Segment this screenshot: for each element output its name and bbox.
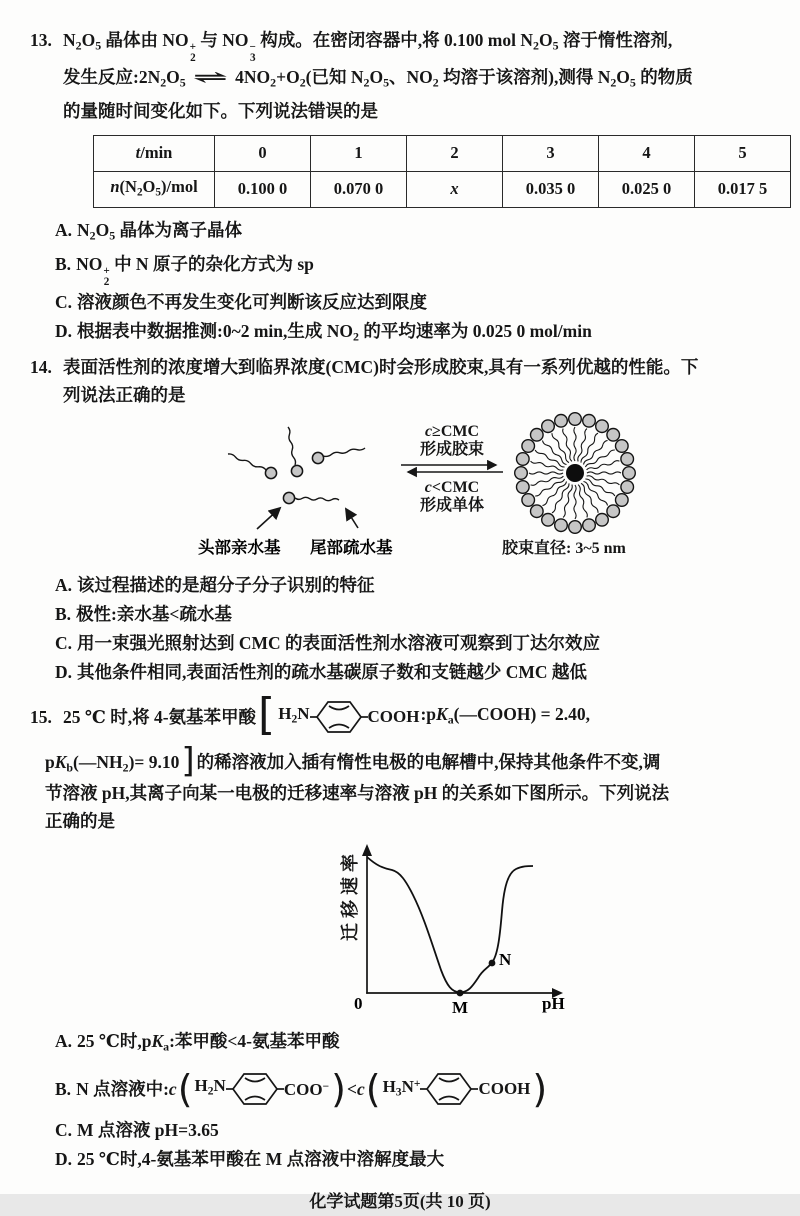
condition-above-2: 形成胶束 — [419, 440, 484, 458]
question-number: 15. — [30, 707, 52, 728]
micelle-tail — [574, 427, 576, 461]
tail-pointer-arrow — [346, 509, 358, 528]
condition-below-1: c<CMC — [424, 479, 480, 497]
micelle-bead — [517, 453, 530, 466]
micelle-bead — [596, 420, 609, 433]
option-b: B. N 点溶液中:c ( $H_2N$ COO− ) <c ( $H_3N^+$ COOH ) — [55, 1066, 548, 1111]
table-header-cell: $n(N_2O_5)$/mol — [94, 171, 215, 207]
structure-right-group: COOH — [367, 707, 420, 727]
option-label: B. — [55, 1078, 72, 1099]
option-label: C. — [55, 1119, 73, 1140]
option-label: D. — [55, 662, 73, 683]
stem-text: 25 ℃ 时,将 4-氨基苯甲酸 — [63, 707, 257, 728]
benzene-ring-icon — [226, 1069, 284, 1109]
stem-text: $N_2O_5$ 晶体由 NO + 2 与 NO − 3 构成。在密闭容器中,将 0.100 mol $N_2O_5$ 溶于惰性溶剂, — [63, 30, 673, 64]
surfactant-head — [265, 467, 276, 478]
table-cell: 4 — [599, 135, 695, 171]
table-cell: 0.025 0 — [599, 171, 695, 207]
question-14 — [0, 353, 800, 687]
page-footer: 化学试题第5页(共 10 页) — [309, 1191, 491, 1211]
question-13 — [0, 26, 800, 351]
table-header-cell: t/min — [94, 135, 215, 171]
stem-line: 的量随时间变化如下。下列说法错误的是 — [63, 100, 378, 121]
option-label: C. — [55, 633, 73, 654]
option-label: C. — [55, 291, 73, 312]
micelle-tail — [574, 485, 576, 519]
y-axis-arrowhead — [362, 844, 372, 856]
table-cell: x — [407, 171, 503, 207]
option-label: D. — [55, 320, 73, 341]
surfactant-tail — [228, 454, 266, 470]
stem-line — [30, 26, 800, 63]
table-row — [94, 171, 791, 207]
table-cell: 2 — [407, 135, 503, 171]
option-a — [30, 571, 800, 600]
question-number: 14. — [30, 357, 52, 378]
option-text: 极性:亲水基<疏水基 — [76, 604, 232, 625]
surfactant-tail — [288, 427, 296, 465]
option-text: 25 ℃时$,pK_a$:苯甲酸<4-氨基苯甲酸 — [77, 1031, 340, 1054]
table-cell: 0.017 5 — [695, 171, 791, 207]
equilibrium-arrows-icon — [399, 461, 505, 476]
head-group-label: 头部亲水基 — [198, 538, 281, 558]
option-text: NO + 2 中 N 原子的杂化方式为 sp — [76, 254, 314, 288]
micelle-bead — [515, 467, 528, 480]
micelle-bead — [569, 413, 582, 426]
micelle-bead — [616, 494, 629, 507]
micelle-tail — [542, 482, 566, 506]
benzene-structure — [278, 697, 419, 737]
option-text: N 点溶液中:c — [76, 1078, 177, 1099]
stem-line: 正确的是 — [45, 811, 115, 832]
micelle-bead — [621, 481, 634, 494]
option-label: D. — [55, 1148, 73, 1169]
option-text: 该过程描述的是超分子分子识别的特征 — [77, 575, 375, 596]
micelle-bead — [569, 521, 582, 534]
option-c — [30, 288, 800, 317]
table-cell: 0 — [215, 135, 311, 171]
stem-line: 15. 25 ℃ 时,将 4-氨基苯甲酸 [ $H_2N$ COOH $:pK_a(—COOH) = 2.40$, — [30, 689, 591, 741]
option-label: A. — [55, 575, 73, 596]
option-text: 溶液颜色不再发生变化可判断该反应达到限度 — [77, 291, 428, 312]
micelle-bead — [607, 429, 620, 442]
micelle-bead — [583, 519, 596, 532]
table-cell: 1 — [311, 135, 407, 171]
question-15 — [0, 689, 800, 1174]
head-pointer-arrow — [257, 508, 280, 529]
micelle-tail — [581, 433, 598, 462]
table-cell: 3 — [503, 135, 599, 171]
stem-text: 的稀溶液加入插有惰性电极的电解槽中,保持其他条件不变,调 — [196, 752, 661, 773]
micelle-bead — [522, 494, 535, 507]
micelle-tail — [535, 450, 564, 467]
micelle-tail — [563, 429, 572, 462]
micelle-tail — [531, 476, 564, 485]
stem-line: 发生反应$:2N_2O_5$ ⇌ $4NO_2+O_2$(已知 $N_2O_5$、$NO_2$ 均溶于该溶剂),测得 $N_2O_5$ 的物质 — [63, 67, 693, 90]
y-axis-label: 迁移速率 — [340, 849, 360, 942]
micelle-bead — [623, 467, 636, 480]
option-a — [30, 216, 800, 251]
benzene-structure — [195, 1069, 330, 1109]
table-cell: 0.035 0 — [503, 171, 599, 207]
option-a — [30, 1027, 800, 1062]
micelle-bead — [583, 415, 596, 428]
micelle-tail — [552, 483, 569, 512]
migration-curve — [367, 857, 533, 992]
question-number: 13. — [30, 30, 52, 50]
micelle-bead — [616, 440, 629, 453]
structure-left-group: $H_2N$ — [194, 1075, 226, 1098]
structure-right-group: COO− — [283, 1080, 330, 1100]
micelle-bead — [555, 415, 568, 428]
structure-left-group: $H_2N$ — [278, 704, 310, 726]
micelle-tail — [587, 472, 621, 474]
micelle-bead — [522, 440, 535, 453]
micelle-tail — [584, 482, 608, 506]
micelle-caption: 胶束直径: 3~5 nm — [502, 540, 626, 558]
data-table — [93, 135, 791, 208]
option-b — [30, 250, 800, 287]
stem-text: $:pK_a(—COOH) = 2.40$, — [420, 704, 591, 727]
option-text: 用一束强光照射达到 CMC 的表面活性剂水溶液可观察到丁达尔效应 — [77, 633, 601, 654]
option-label: B. — [55, 254, 72, 275]
point-m-label: M — [452, 998, 469, 1018]
option-text: M 点溶液 pH=3.65 — [77, 1119, 219, 1140]
origin-label: 0 — [354, 994, 363, 1014]
surfactant-molecules-figure — [185, 411, 415, 563]
micelle-tail — [529, 472, 563, 474]
micelle-diagram — [0, 411, 800, 567]
stem-line — [30, 353, 800, 381]
x-axis-label: pH — [542, 994, 565, 1014]
option-text: <c — [346, 1078, 365, 1099]
table-cell: 0.100 0 — [215, 171, 311, 207]
surfactant-head — [283, 492, 294, 503]
condition-below-2: 形成单体 — [419, 496, 484, 514]
option-d — [30, 1145, 800, 1174]
option-text: $N_2O_5$ 晶体为离子晶体 — [77, 219, 243, 243]
stem-line — [30, 741, 800, 782]
micelle-bead — [517, 481, 530, 494]
option-d — [30, 317, 800, 352]
equilibrium-block — [396, 423, 508, 514]
benzene-structure — [383, 1069, 531, 1109]
option-label: B. — [55, 604, 72, 625]
micelle-bead — [542, 420, 555, 433]
stem-text: 表面活性剂的浓度增大到临界浓度(CMC)时会形成胶束,具有一系列优越的性能。下 — [63, 357, 699, 378]
tail-group-label: 尾部疏水基 — [310, 538, 393, 558]
stem-line: 列说法正确的是 — [63, 385, 186, 406]
option-text: 根据表中数据推测:0~2 min,生成 $NO_2$ 的平均速率为 0.025 0 mol/min — [77, 320, 592, 344]
micelle-tail — [578, 485, 587, 518]
micelle-bead — [531, 429, 544, 442]
option-c — [30, 629, 800, 658]
condition-above-1: c≥CMC — [424, 423, 480, 441]
stem-line: 节溶液 pH,其离子向某一电极的迁移速率与溶液 pH 的关系如下图所示。下列说法 — [45, 783, 670, 804]
structure-left-group: $H_3N^+$ — [382, 1077, 421, 1099]
stem-text: $pK_b(—NH_2)= 9.10$ — [45, 752, 180, 775]
micelle-bead — [555, 519, 568, 532]
option-d — [30, 658, 800, 687]
option-label: A. — [55, 1031, 73, 1052]
surfactant-tail — [295, 497, 339, 500]
option-label: A. — [55, 219, 73, 240]
micelle-bead — [542, 514, 555, 527]
surfactant-head — [291, 465, 302, 476]
micelle-bead — [596, 514, 609, 527]
micelle-bead — [531, 505, 544, 518]
point-n-label: N — [499, 950, 512, 970]
point-m-dot — [457, 990, 464, 997]
micelle-tail — [542, 441, 566, 465]
migration-graph — [300, 837, 612, 1023]
benzene-ring-icon — [420, 1069, 478, 1109]
table-cell: 0.070 0 — [311, 171, 407, 207]
surfactant-head — [312, 452, 323, 463]
option-text: 其他条件相同,表面活性剂的疏水基碳原子数和支链越少 CMC 越低 — [77, 662, 587, 683]
option-c — [30, 1116, 800, 1145]
point-n-dot — [489, 960, 496, 967]
micelle-bead — [607, 505, 620, 518]
table-cell: 5 — [695, 135, 791, 171]
micelle-tail — [585, 479, 614, 496]
micelle-tail — [587, 461, 620, 470]
benzene-ring-icon — [310, 697, 368, 737]
close-bracket: ] — [181, 741, 195, 782]
structure-right-group: COOH — [478, 1078, 531, 1098]
micelle-core — [566, 464, 584, 482]
option-text: 25 ℃时,4-氨基苯甲酸在 M 点溶液中溶解度最大 — [77, 1148, 445, 1169]
micelle-tail — [584, 441, 608, 465]
surfactant-tail — [323, 448, 365, 456]
table-row — [94, 135, 791, 171]
option-b — [30, 600, 800, 629]
micelle-bead — [621, 453, 634, 466]
